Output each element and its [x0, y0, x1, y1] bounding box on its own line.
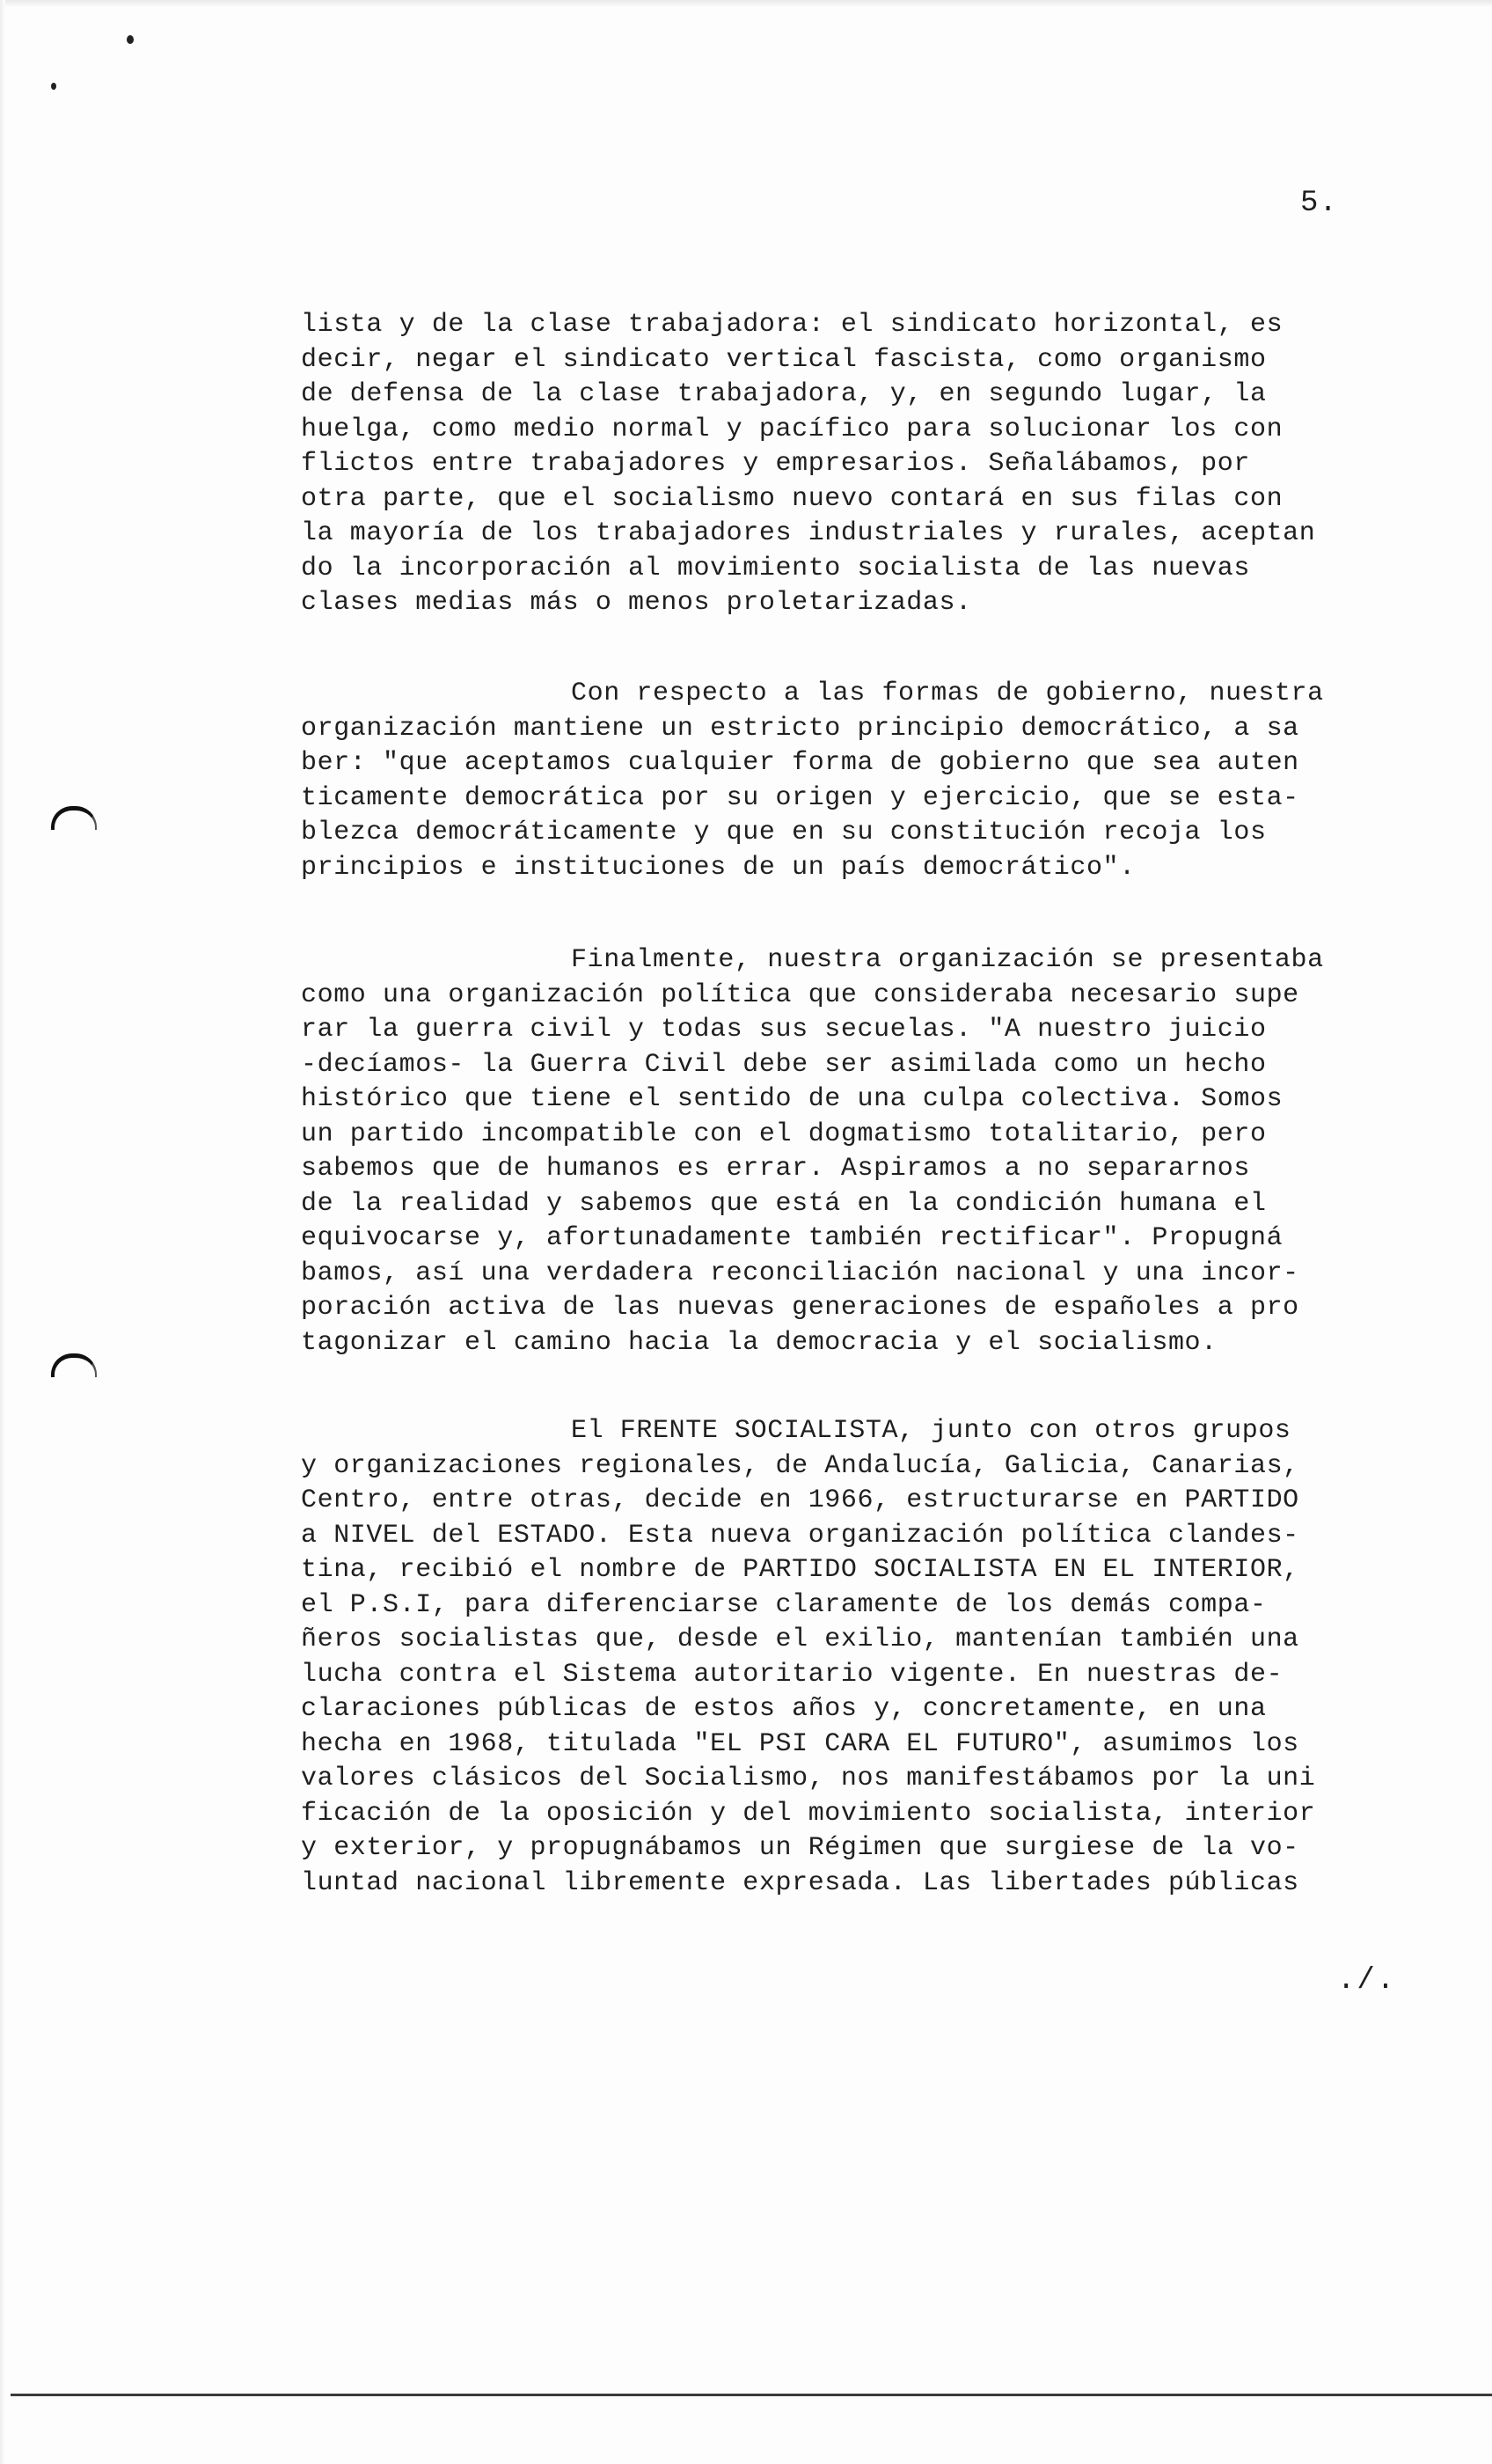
text-line: blezca democráticamente y que en su constitución recoja los: [301, 818, 1267, 847]
text-line: hecha en 1968, titulada "EL PSI CARA EL FUTURO", asumimos los: [301, 1728, 1299, 1759]
text-line: valores clásicos del Socialismo, nos manifestábamos por la uni: [301, 1764, 1316, 1793]
punch-hole-mark: [51, 806, 97, 830]
text-line: ticamente democrática por su origen y ejercicio, que se esta-: [301, 782, 1299, 813]
paragraph-guerra-civil: [301, 943, 1436, 1360]
text-line: ñeros socialistas que, desde el exilio, mantenían también una: [301, 1624, 1299, 1654]
text-line: lista y de la clase trabajadora: el sindicato horizontal, es: [301, 310, 1284, 340]
text-line: bamos, así una verdadera reconciliación nacional y una incor-: [301, 1258, 1299, 1288]
paragraph-sindicato: [301, 308, 1436, 621]
text-line: la mayoría de los trabajadores industriales y rurales, aceptan: [301, 518, 1316, 548]
text-line: y organizaciones regionales, de Andalucía, Galicia, Canarias,: [301, 1450, 1299, 1481]
text-line: poración activa de las nuevas generaciones de españoles a pro: [301, 1293, 1299, 1323]
text-line: como una organización política que consideraba necesario supe: [301, 979, 1299, 1010]
text-line: equivocarse y, afortunadamente también rectificar". Propugná: [301, 1223, 1284, 1253]
text-line: histórico que tiene el sentido de una culpa colectiva. Somos: [301, 1084, 1284, 1114]
text-line: clases medias más o menos proletarizadas.: [301, 588, 972, 618]
continuation-mark: ./.: [1337, 1964, 1397, 1998]
text-line: sabemos que de humanos es errar. Aspiramos a no separarnos: [301, 1154, 1250, 1184]
text-line: Con respecto a las formas de gobierno, nuestra: [571, 678, 1324, 708]
text-line: rar la guerra civil y todas sus secuelas. "A nuestro juicio: [301, 1015, 1267, 1045]
text-line: tina, recibió el nombre de PARTIDO SOCIALISTA EN EL INTERIOR,: [301, 1555, 1299, 1585]
text-line: luntad nacional libremente expresada. Las libertades públicas: [301, 1867, 1299, 1898]
text-line: tagonizar el camino hacia la democracia y el socialismo.: [301, 1327, 1218, 1358]
text-line: claraciones públicas de estos años y, concretamente, en una: [301, 1694, 1267, 1724]
scan-top-edge: [0, 0, 1492, 7]
text-line: huelga, como medio normal y pacífico para solucionar los con: [301, 414, 1284, 444]
paragraph-frente-socialista: [301, 1414, 1436, 1901]
text-line: ficación de la oposición y del movimiento socialista, interior: [301, 1798, 1316, 1829]
text-line: de la realidad y sabemos que está en la condición humana el: [301, 1188, 1267, 1219]
text-line: El FRENTE SOCIALISTA, junto con otros grupos: [571, 1416, 1291, 1446]
text-line: otra parte, que el socialismo nuevo contará en sus filas con: [301, 483, 1284, 514]
text-line: el P.S.I, para diferenciarse claramente de los demás compa-: [301, 1589, 1267, 1620]
paragraph-formas-de-gobierno: [301, 677, 1436, 885]
ink-speck: [51, 83, 56, 90]
text-line: ber: "que aceptamos cualquier forma de gobierno que sea auten: [301, 748, 1299, 778]
text-line: lucha contra el Sistema autoritario vigente. En nuestras de-: [301, 1659, 1284, 1690]
text-line: y exterior, y propugnábamos un Régimen que surgiese de la vo-: [301, 1833, 1299, 1863]
scan-left-edge: [0, 0, 5, 2464]
page-number: 5.: [1300, 187, 1338, 220]
text-line: decir, negar el sindicato vertical fascista, como organismo: [301, 344, 1267, 375]
text-line: organización mantiene un estricto principio democrático, a sa: [301, 713, 1299, 744]
text-line: a NIVEL del ESTADO. Esta nueva organización política clandes-: [301, 1520, 1299, 1551]
punch-hole-mark: [51, 1353, 97, 1377]
text-line: Finalmente, nuestra organización se presentaba: [571, 945, 1324, 975]
text-line: Centro, entre otras, decide en 1966, estructurarse en PARTIDO: [301, 1485, 1299, 1515]
text-line: principios e instituciones de un país democrático".: [301, 852, 1136, 883]
ink-speck: [127, 35, 134, 44]
text-line: un partido incompatible con el dogmatismo totalitario, pero: [301, 1118, 1267, 1149]
text-line: -decíamos- la Guerra Civil debe ser asimilada como un hecho: [301, 1049, 1267, 1080]
text-line: do la incorporación al movimiento socialista de las nuevas: [301, 553, 1250, 583]
page-bottom-rule: [11, 2394, 1492, 2396]
text-line: de defensa de la clase trabajadora, y, en segundo lugar, la: [301, 379, 1267, 409]
text-line: flictos entre trabajadores y empresarios. Señalábamos, por: [301, 449, 1250, 479]
